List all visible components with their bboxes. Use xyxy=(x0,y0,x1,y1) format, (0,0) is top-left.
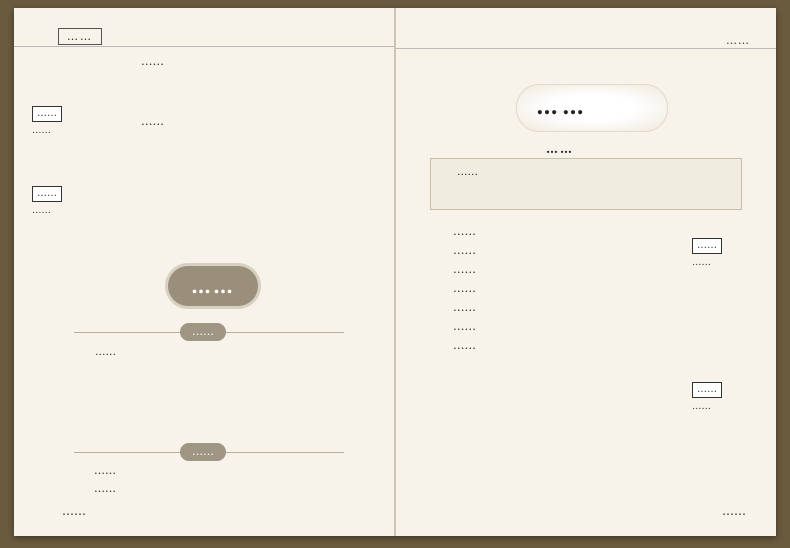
paragraph: …… xyxy=(453,300,476,314)
paragraph: …… xyxy=(453,338,476,352)
paragraph: …… xyxy=(453,262,476,276)
guide-text: …… xyxy=(457,166,478,178)
margin-note-tag: …… xyxy=(692,238,722,254)
paragraph: …… xyxy=(453,281,476,295)
paragraph: …… xyxy=(453,319,476,333)
header-rule xyxy=(14,46,394,47)
paragraph: …… xyxy=(141,114,164,128)
left-page xyxy=(14,8,394,536)
margin-note-tag: …… xyxy=(32,106,62,122)
paragraph: …… xyxy=(453,224,476,238)
header-rule xyxy=(396,48,776,49)
page-number: …… xyxy=(722,504,746,518)
running-head: …… xyxy=(726,34,750,47)
margin-note-text: …… xyxy=(32,125,51,136)
story-title: …… xyxy=(536,94,588,120)
margin-note-psychology xyxy=(32,106,116,138)
story-paragraph xyxy=(118,112,374,131)
right-page xyxy=(396,8,776,536)
margin-note-tag: …… xyxy=(32,186,62,202)
guide-label: …… xyxy=(546,142,574,156)
margin-note-language xyxy=(692,382,768,414)
series-tag: …… xyxy=(58,28,102,45)
margin-note-words xyxy=(32,186,116,218)
question-item: …… xyxy=(94,464,116,477)
teacher-comment-pill: …… xyxy=(180,323,226,341)
question-list xyxy=(94,462,354,498)
margin-note-tag: …… xyxy=(692,382,722,398)
teacher-commentary: …… xyxy=(95,346,116,358)
page-number: …… xyxy=(62,504,86,518)
question-item: …… xyxy=(94,482,116,495)
top-paragraph: …… xyxy=(141,54,164,68)
story-continuation xyxy=(118,52,374,71)
margin-note-text: …… xyxy=(692,257,711,268)
margin-note-text: …… xyxy=(692,401,711,412)
margin-note-narration xyxy=(692,238,768,270)
reflection-pill: …… xyxy=(180,443,226,461)
paragraph: …… xyxy=(453,243,476,257)
margin-note-text: …… xyxy=(32,205,51,216)
open-book xyxy=(14,8,776,536)
extended-reading-badge: …… xyxy=(168,266,258,306)
story-body xyxy=(430,222,686,355)
